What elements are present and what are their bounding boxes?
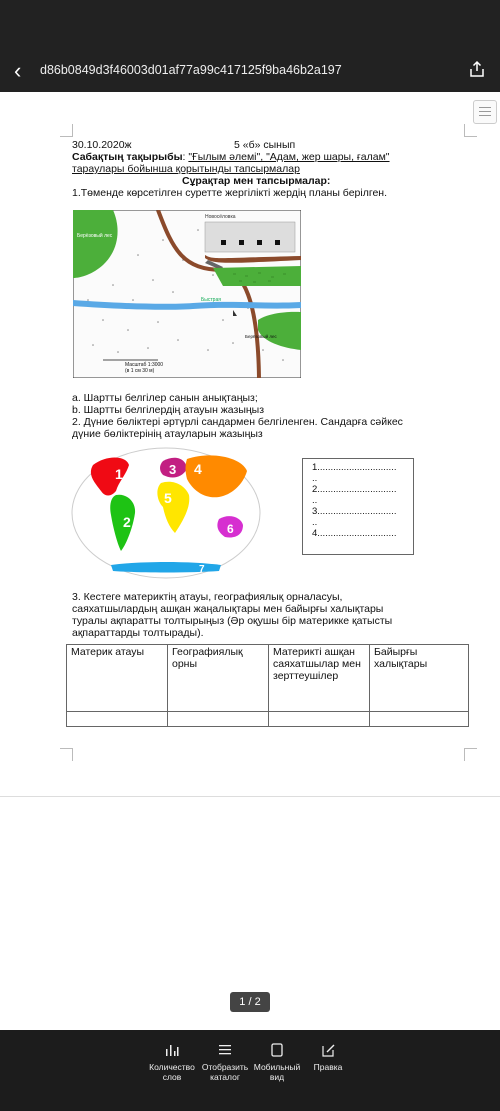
edit-button[interactable] xyxy=(306,1043,350,1072)
table-cell[interactable] xyxy=(370,712,469,727)
map-number-6: 6 xyxy=(227,522,234,536)
topic-line xyxy=(72,151,472,163)
question-3 xyxy=(72,591,472,639)
table-cell[interactable] xyxy=(67,712,168,727)
topic-text-continued: тараулары бойынша қорытынды тапсырмалар xyxy=(72,163,300,175)
grade: 5 «б» сынып xyxy=(234,139,296,151)
meadow-area xyxy=(213,266,301,286)
answer-line: 2.............................. xyxy=(312,484,397,495)
table-header-cell: Географиялық орны xyxy=(168,645,269,712)
show-catalog-button[interactable] xyxy=(196,1043,254,1082)
question-3-line2: саяхатшылардың ашқан жаңалықтары мен байырғы халықтары xyxy=(72,603,384,615)
map-number-5: 5 xyxy=(164,490,172,506)
mobile-view-button[interactable] xyxy=(250,1043,304,1082)
answer-line: 3.............................. xyxy=(312,506,397,517)
village-label: Новосёловка xyxy=(205,214,236,220)
answer-line: 4.............................. xyxy=(312,528,397,539)
document-title: d86b0849d3f46003d01af77a99c417125f9ba46b2a197 xyxy=(40,63,342,77)
map-number-2: 2 xyxy=(123,514,131,530)
top-app-bar xyxy=(0,0,500,92)
toolbar-label: Правка xyxy=(313,1062,343,1072)
answer-line: .. xyxy=(312,517,318,528)
edit-icon xyxy=(320,1043,336,1057)
document-body xyxy=(72,139,472,199)
topic-colon: : xyxy=(182,151,189,163)
menu-icon[interactable] xyxy=(473,100,497,124)
date-line xyxy=(72,139,472,151)
table-cell[interactable] xyxy=(168,712,269,727)
question-1: 1.Төменде көрсетілген суретте жергілікті жердің планы берілген. xyxy=(72,187,387,199)
map-number-4: 4 xyxy=(194,461,202,477)
toolbar-label: Мобильный вид xyxy=(253,1062,301,1082)
map-number-1: 1 xyxy=(115,466,123,482)
table-cell[interactable] xyxy=(269,712,370,727)
question-1b: b. Шартты белгілердің атауын жазыңыз xyxy=(72,404,265,416)
map-number-3: 3 xyxy=(169,462,177,477)
table-header-cell: Материкті ашқан саяхатшылар мен зерттеушілер xyxy=(269,645,370,712)
back-arrow-icon[interactable]: ‹ xyxy=(14,58,22,83)
topic-text: "Ғылым әлемі", "Адам, жер шары, ғалам" xyxy=(188,151,390,163)
page-indicator: 1 / 2 xyxy=(230,992,270,1012)
question-1a: a. Шартты белгілер санын анықтаңыз; xyxy=(72,392,258,404)
village-area xyxy=(205,222,295,252)
table-header-row xyxy=(67,645,469,712)
river-label: Быстрая xyxy=(201,297,221,303)
mobile-view-icon xyxy=(269,1043,285,1057)
map-number-7: 7 xyxy=(199,564,205,575)
table-header-cell: Байырғы халықтары xyxy=(370,645,469,712)
page-corner-mark xyxy=(464,748,477,761)
list-icon xyxy=(217,1043,233,1057)
local-plan-map xyxy=(73,210,301,378)
page-corner-mark xyxy=(60,748,73,761)
toolbar-label: Количество слов xyxy=(149,1062,195,1082)
toolbar-label: Отобразить каталог xyxy=(201,1062,249,1082)
answer-box xyxy=(302,458,414,555)
bar-chart-icon xyxy=(164,1043,180,1057)
scale-label: Масштаб 1:3000 xyxy=(125,362,164,368)
question-3-line1: 3. Кестеге материктің атауы, географиялық орналасуы, xyxy=(72,591,343,603)
section-heading: Сұрақтар мен тапсырмалар: xyxy=(182,175,331,187)
forest-label-1: Берёзовый лес xyxy=(77,233,113,239)
question-1-subitems xyxy=(72,392,472,440)
table-header-cell: Материк атауы xyxy=(67,645,168,712)
forest-label-2: Берёзовый лес xyxy=(245,334,277,339)
answer-line: .. xyxy=(312,495,318,506)
question-2-line2: дүние бөліктерінің атауларын жазыңыз xyxy=(72,428,263,440)
question-3-line4: ақпараттарды толтырады). xyxy=(72,627,204,639)
question-2-line1: 2. Дүние бөліктері әртүрлі сандармен белгіленген. Сандарға сәйкес xyxy=(72,416,403,428)
world-map xyxy=(71,447,261,579)
scale-sublabel: (в 1 см 30 м) xyxy=(125,368,155,374)
topic-label: Сабақтың тақырыбы xyxy=(72,151,183,163)
page-corner-mark xyxy=(60,124,73,137)
page-separator xyxy=(0,796,500,797)
share-icon[interactable] xyxy=(468,60,486,78)
answer-line: 1.............................. xyxy=(312,462,397,473)
date: 30.10.2020ж xyxy=(72,139,132,151)
continents-table xyxy=(66,644,469,727)
question-3-line3: туралы ақпаратты толтырыңыз (Әр оқушы бір материкке қатысты xyxy=(72,615,393,627)
table-row xyxy=(67,712,469,727)
answer-line: .. xyxy=(312,473,318,484)
word-count-button[interactable] xyxy=(142,1043,202,1082)
page-corner-mark xyxy=(464,124,477,137)
